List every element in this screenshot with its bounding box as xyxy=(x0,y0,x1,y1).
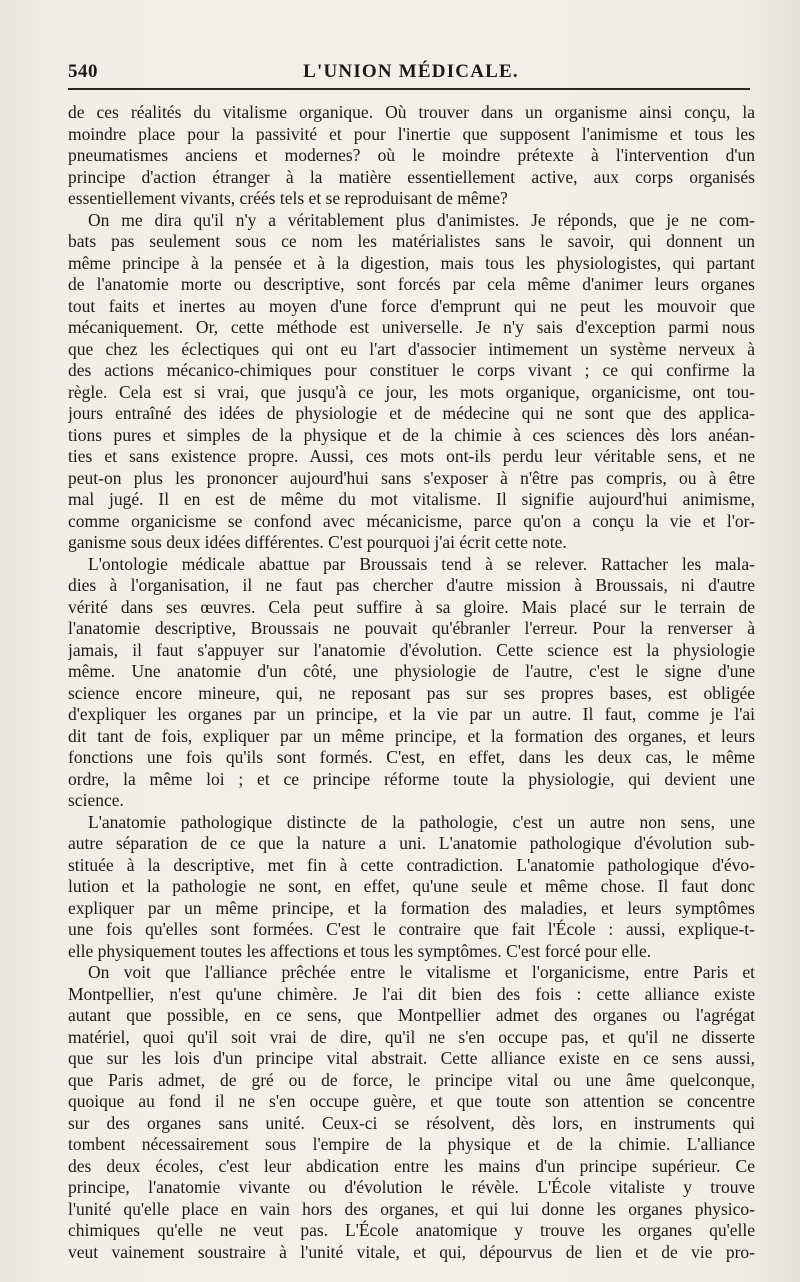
text-line: On voit que l'alliance prêchée entre le vitalisme et l'organicisme, entre Paris et xyxy=(88,962,755,982)
text-line: L'ontologie médicale abattue par Broussais tend à se relever. Rattacher les mala- xyxy=(88,553,755,574)
text-line: jamais, il faut s'appuyer sur l'anatomie d'évolution. Cette science est la physiologie xyxy=(68,639,755,660)
text-line: elle physiquement toutes les affections et tous les symptômes. C'est forcé pour elle. xyxy=(68,940,652,961)
journal-title: L'UNION MÉDICALE. xyxy=(303,61,519,82)
text-line: des actions mécanico-chimiques pour constituer le corps vivant ; ce qui confirme la xyxy=(68,360,755,380)
text-line: peut-on plus les prononcer aujourd'hui sans s'exposer à n'être pas compris, ou à être xyxy=(68,467,755,488)
text-line: ties et sans existence propre. Aussi, ces mots ont-ils perdu leur véritable sens, et ne xyxy=(68,446,755,466)
text-line: matériel, quoi qu'il soit vrai de dire, qu'il ne s'en occupe pas, et qu'il ne disserte xyxy=(68,1026,755,1047)
text-line: l'unité qu'elle place en vain hors des organes, et qui lui donne les organes physico- xyxy=(68,1198,755,1219)
text-line: On me dira qu'il n'y a véritablement plus d'animistes. Je réponds, que je ne com- xyxy=(88,209,755,230)
text-line: dies à l'organisation, il ne faut pas chercher d'autre mission à Broussais, ni d'autre xyxy=(68,575,755,595)
text-line: pneumatismes anciens et modernes? où le moindre prétexte à l'intervention d'un xyxy=(68,145,755,165)
text-line: stituée à la descriptive, met fin à cette contradiction. L'anatomie pathologique d'évo- xyxy=(68,854,755,875)
text-line: que sur les lois d'un principe vital abstrait. Cette alliance existe en ce sens aussi, xyxy=(68,1048,755,1068)
text-line: veut vainement soustraire à l'unité vitale, et qui, dépourvus de lien et de vie pro- xyxy=(68,1241,755,1262)
text-line: sur des organes sans unité. Ceux-ci se résolvent, dès lors, en instruments qui xyxy=(68,1112,755,1133)
text-line: de l'anatomie morte ou descriptive, sont forcés par cela même d'animer leurs organes xyxy=(68,274,755,294)
text-line: science encore mineure, qui, ne reposant pas sur ses propres bases, est obligée xyxy=(68,682,755,703)
text-line: expliquer par un même principe, et la formation des maladies, et leurs symptômes xyxy=(68,897,755,918)
text-line: tout faits et inertes au moyen d'une force d'emprunt qui ne peut les mouvoir que xyxy=(68,295,755,316)
text-line: une fois qu'elles sont formées. C'est le contraire que fait l'École : aussi, explique-t- xyxy=(68,919,755,939)
text-line: Montpellier, n'est qu'une chimère. Je l'ai dit bien des fois : cette alliance existe xyxy=(68,983,755,1004)
header-rule xyxy=(68,88,750,90)
text-line: autre séparation de ce que la nature a uni. L'anatomie pathologique d'évolution sub- xyxy=(68,833,755,853)
text-line: essentiellement vivants, créés tels et se reproduisant de même? xyxy=(68,188,508,208)
text-line: ordre, la même loi ; et ce principe réforme toute la physiologie, qui devient une xyxy=(68,768,755,789)
running-head xyxy=(68,55,754,89)
page-number: 540 xyxy=(68,61,98,82)
text-line: mal jugé. Il en est de même du mot vitalisme. Il signifie aujourd'hui animisme, xyxy=(68,489,755,509)
body-text xyxy=(68,102,755,1263)
text-line: principe, l'anatomie vivante ou d'évolution le révèle. L'École vitaliste y trouve xyxy=(68,1177,755,1197)
text-line: de ces réalités du vitalisme organique. Où trouver dans un organisme ainsi conçu, la xyxy=(68,102,755,122)
text-line: lution et la pathologie ne sont, en effet, qu'une seule et même chose. Il faut donc xyxy=(68,876,755,896)
text-line: quoique au fond il ne s'en occupe guère, et que toute son attention se concentre xyxy=(68,1091,755,1111)
text-line: mécaniquement. Or, cette méthode est universelle. Je n'y sais d'exception parmi nous xyxy=(68,317,755,337)
text-line: principe d'action étranger à la matière essentiellement active, aux corps organisés xyxy=(68,166,755,187)
text-line: dit tant de fois, expliquer par un même principe, et la formation des organes, et leurs xyxy=(68,725,755,746)
text-line: jours entraîné des idées de physiologie et de médecine qui ne sont que des applica- xyxy=(68,403,755,423)
text-line: fonctions une fois qu'ils sont formés. C'est, en effet, dans les deux cas, le même xyxy=(68,747,755,767)
text-line: L'anatomie pathologique distincte de la pathologie, c'est un autre non sens, une xyxy=(88,811,755,832)
text-line: d'expliquer les organes par un principe, et la vie par un autre. Il faut, comme je l'ai xyxy=(68,704,755,724)
text-line: que Paris admet, de gré ou de force, le principe vital ou une âme quelconque, xyxy=(68,1069,755,1090)
text-line: des deux écoles, c'est leur abdication entre les mains d'un principe supérieur. Ce xyxy=(68,1155,755,1176)
text-line: moindre place pour la passivité et pour l'inertie que supposent l'animisme et tous les xyxy=(68,123,755,144)
text-line: comme organicisme se confond avec mécanicisme, parce qu'on a conçu la vie et l'or- xyxy=(68,510,755,531)
text-line: vérité dans ses œuvres. Cela peut suffire à sa gloire. Mais placé sur le terrain de xyxy=(68,596,755,617)
text-line: l'anatomie descriptive, Broussais ne pouvait qu'ébranler l'erreur. Pour la renverser à xyxy=(68,618,755,638)
text-line: même. Une anatomie d'un côté, une physiologie de l'autre, c'est le signe d'une xyxy=(68,661,755,681)
text-line: même principe à la pensée et à la digestion, mais tous les physiologistes, qui partant xyxy=(68,252,755,273)
text-line: tions pures et simples de la physique et de la chimie à ces sciences dès lors anéan- xyxy=(68,424,755,445)
text-line: chimiques qu'elle ne veut pas. L'École anatomique y trouve les organes qu'elle xyxy=(68,1220,755,1240)
text-line: ganisme sous deux idées différentes. C'est pourquoi j'ai écrit cette note. xyxy=(68,532,567,552)
text-line: science. xyxy=(68,790,124,810)
text-line: bats pas seulement sous ce nom les matérialistes sans le savoir, qui donnent un xyxy=(68,231,755,251)
text-line: que chez les éclectiques qui ont eu l'art d'associer intimement un système nerveux à xyxy=(68,338,755,359)
text-line: autant que possible, en ce sens, que Montpellier admet des organes ou l'agrégat xyxy=(68,1005,755,1025)
text-line: règle. Cela est si vrai, que jusqu'à ce jour, les mots organique, organicisme, ont tou- xyxy=(68,381,755,402)
text-line: tombent nécessairement sous l'empire de la physique et de la chimie. L'alliance xyxy=(68,1134,755,1154)
